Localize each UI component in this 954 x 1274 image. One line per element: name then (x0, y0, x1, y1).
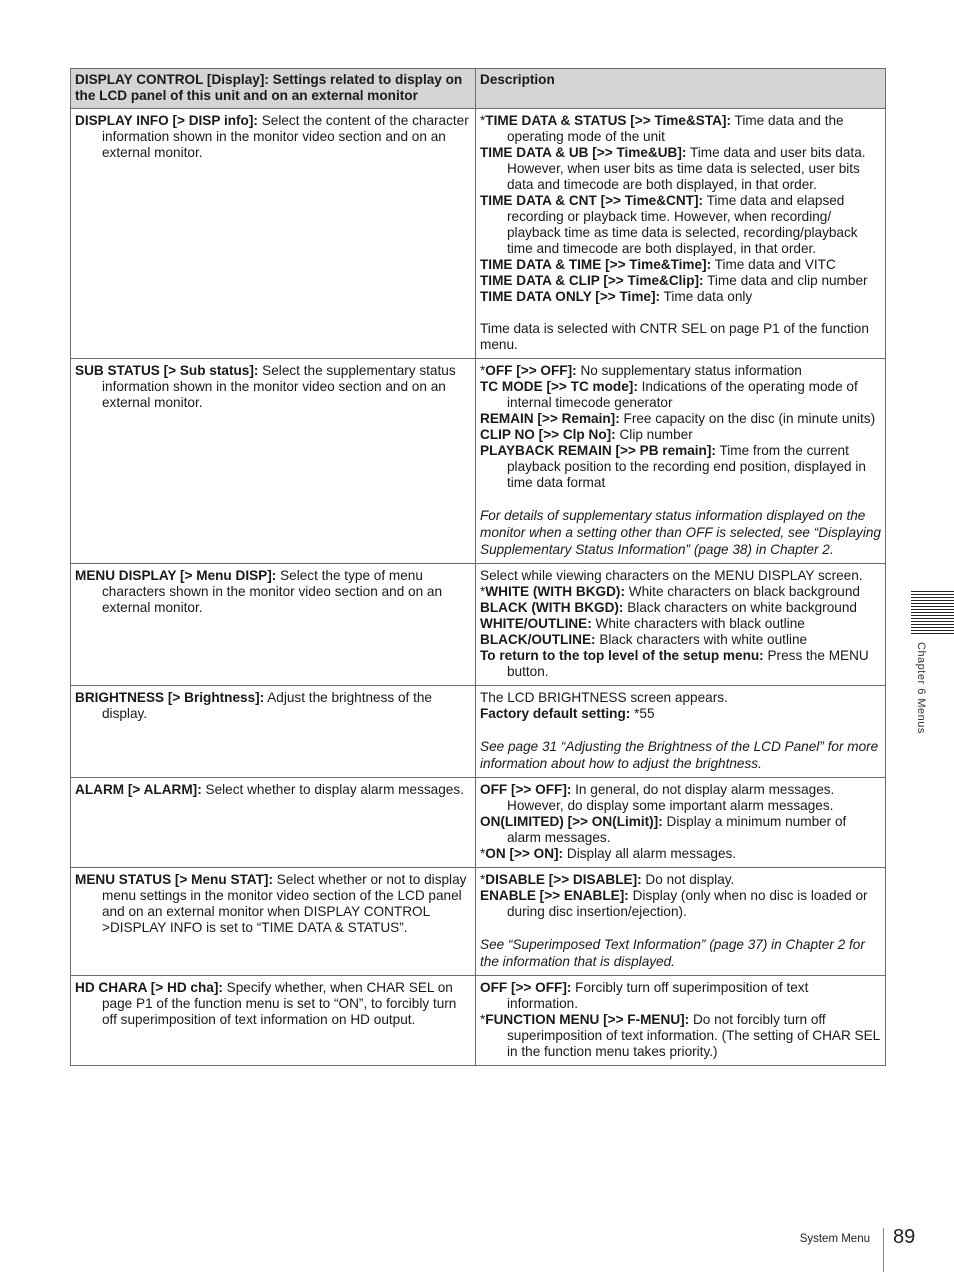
option-text: White characters with black outline (591, 616, 805, 631)
option-entry (480, 872, 881, 888)
setting-text: Select the supplementary status information shown in the monitor video section and on an external monitor. (102, 363, 456, 410)
default-marker: * (480, 113, 486, 128)
option-text: Time data and user bits data. However, when user bits as time data is selected, user bits data and timecode are both displayed, in that order. (507, 145, 866, 192)
setting-text: Select the type of menu characters shown in the monitor video section and on an external monitor. (102, 568, 443, 615)
setting-text: Select whether or not to display menu settings in the monitor video section of the LCD panel and on an external monitor when DISPLAY CONTROL >DISPLAY INFO is set to “TIME DATA & STATUS”. (102, 872, 467, 935)
option-text: Black characters with white outline (595, 632, 808, 647)
option-text: Clip number (615, 427, 693, 442)
option-label: To return to the top level of the setup menu: (480, 648, 764, 663)
description-cell (476, 686, 886, 778)
option-text: Do not display. (641, 872, 735, 887)
option-entry (480, 257, 881, 273)
option-entry (480, 782, 881, 814)
footer-section-name: System Menu (799, 1233, 870, 1245)
chapter-label: Chapter 6 Menus (915, 642, 927, 734)
table-row (71, 778, 886, 868)
option-label: Factory default setting: (480, 706, 631, 721)
default-marker: * (480, 846, 486, 861)
setting-entry (75, 690, 471, 722)
reference-note: For details of supplementary status information displayed on the monitor when a setting other than OFF is selected, see “Displaying Supplementary Status Information” (page 38) in Chapter 2. (480, 508, 881, 557)
option-label: ON(LIMITED) [>> ON(Limit)]: (480, 814, 663, 829)
description-cell (476, 109, 886, 359)
setting-title: HD CHARA [> HD cha]: (75, 980, 223, 995)
option-label: TIME DATA & STATUS [>> Time&STA]: (485, 113, 731, 128)
option-entry (480, 145, 881, 193)
table-row (71, 686, 886, 778)
option-entry (480, 980, 881, 1012)
option-text: Black characters on white background (623, 600, 857, 615)
setting-title: ALARM [> ALARM]: (75, 782, 202, 797)
option-entry (480, 379, 881, 411)
description-cell (476, 976, 886, 1066)
option-label: PLAYBACK REMAIN [>> PB remain]: (480, 443, 716, 458)
setting-entry (75, 782, 471, 798)
option-text: No supplementary status information (576, 363, 802, 378)
option-entry (480, 846, 881, 862)
chapter-tab-marker (911, 591, 954, 634)
option-text: Time data and the operating mode of the unit (507, 113, 844, 144)
option-entry (480, 193, 881, 257)
option-label: OFF [>> OFF]: (480, 782, 572, 797)
option-label: TIME DATA & TIME [>> Time&Time]: (480, 257, 712, 272)
option-text: Forcibly turn off superimposition of text information. (507, 980, 809, 1011)
option-text: Display (only when no disc is loaded or during disc insertion/ejection). (507, 888, 868, 919)
option-entry (480, 113, 881, 145)
description-cell (476, 359, 886, 564)
option-entry (480, 289, 881, 305)
paragraph-gap (480, 305, 881, 321)
header-setting: DISPLAY CONTROL [Display]: Settings related to display on the LCD panel of this unit and on an external monitor (71, 69, 476, 109)
option-label: TIME DATA & UB [>> Time&UB]: (480, 145, 687, 160)
option-text: Do not forcibly turn off superimposition of text information. (The setting of CHAR SEL in the function menu takes priority.) (507, 1012, 880, 1059)
option-label: WHITE/OUTLINE: (480, 616, 592, 631)
option-text: Display all alarm messages. (563, 846, 737, 861)
description-text: Time data is selected with CNTR SEL on page P1 of the function menu. (480, 321, 869, 352)
option-text: Display a minimum number of alarm messages. (507, 814, 847, 845)
menu-settings-table (70, 68, 886, 1066)
option-label: ENABLE [>> ENABLE]: (480, 888, 629, 903)
default-marker: * (480, 1012, 486, 1027)
setting-cell (71, 778, 476, 868)
option-label: FUNCTION MENU [>> F-MENU]: (485, 1012, 690, 1027)
setting-cell (71, 686, 476, 778)
setting-cell (71, 359, 476, 564)
setting-entry (75, 872, 471, 936)
setting-entry (75, 113, 471, 161)
option-entry (480, 1012, 881, 1060)
table-header-row (71, 69, 886, 109)
table-body (71, 109, 886, 1066)
paragraph-gap (480, 920, 881, 936)
default-marker: * (480, 872, 486, 887)
setting-text: Select whether to display alarm messages. (201, 782, 464, 797)
setting-title: BRIGHTNESS [> Brightness]: (75, 690, 265, 705)
setting-title: SUB STATUS [> Sub status]: (75, 363, 259, 378)
setting-cell (71, 976, 476, 1066)
setting-title: MENU DISPLAY [> Menu DISP]: (75, 568, 277, 583)
option-entry (480, 632, 881, 648)
footer-divider (883, 1228, 884, 1272)
setting-cell (71, 564, 476, 686)
table-row (71, 976, 886, 1066)
option-entry (480, 427, 881, 443)
reference-note: See page 31 “Adjusting the Brightness of the LCD Panel” for more information about how to adjust the brightness. (480, 739, 879, 771)
default-marker: * (480, 584, 486, 599)
table-row (71, 109, 886, 359)
setting-cell (71, 109, 476, 359)
option-label: WHITE (WITH BKGD): (485, 584, 625, 599)
option-text: Free capacity on the disc (in minute units) (619, 411, 876, 426)
option-text: Press the MENU button. (507, 648, 869, 679)
option-text: Time from the current playback position to the recording end position, displayed in time data format (507, 443, 866, 490)
option-text: *55 (630, 706, 655, 721)
option-text: Time data only (660, 289, 753, 304)
option-text: Time data and clip number (703, 273, 868, 288)
paragraph-gap (480, 722, 881, 738)
option-entry (480, 648, 881, 680)
option-entry (480, 273, 881, 289)
option-label: TC MODE [>> TC mode]: (480, 379, 638, 394)
option-label: REMAIN [>> Remain]: (480, 411, 620, 426)
option-text: Time data and elapsed recording or playback time. However, when recording/ playback time as time data is selected, recording/playback time and timecode are both displayed, in that order. (507, 193, 858, 256)
setting-entry (75, 568, 471, 616)
setting-title: MENU STATUS [> Menu STAT]: (75, 872, 273, 887)
paragraph-gap (480, 491, 881, 507)
setting-text: Select the content of the character information shown in the monitor video section and on an external monitor. (102, 113, 469, 160)
option-text: White characters on black background (624, 584, 860, 599)
option-label: CLIP NO [>> Clp No]: (480, 427, 616, 442)
description-text: The LCD BRIGHTNESS screen appears. (480, 690, 728, 705)
option-label: OFF [>> OFF]: (480, 980, 572, 995)
option-label: TIME DATA & CNT [>> Time&CNT]: (480, 193, 704, 208)
option-label: TIME DATA & CLIP [>> Time&Clip]: (480, 273, 704, 288)
reference-note: See “Superimposed Text Information” (page 37) in Chapter 2 for the information that is displayed. (480, 937, 865, 969)
option-text: In general, do not display alarm messages. However, do display some important alarm messages. (507, 782, 835, 813)
page-number: 89 (893, 1226, 916, 1248)
description-text: Select while viewing characters on the MENU DISPLAY screen. (480, 568, 863, 583)
default-marker: * (480, 363, 486, 378)
option-text: Time data and VITC (711, 257, 836, 272)
option-text: Indications of the operating mode of internal timecode generator (507, 379, 858, 410)
description-cell (476, 778, 886, 868)
option-entry (480, 706, 881, 722)
option-entry (480, 363, 881, 379)
option-label: DISABLE [>> DISABLE]: (485, 872, 642, 887)
option-entry (480, 411, 881, 427)
option-entry (480, 616, 881, 632)
option-entry (480, 584, 881, 600)
setting-entry (75, 980, 471, 1028)
option-label: TIME DATA ONLY [>> Time]: (480, 289, 661, 304)
option-entry (480, 888, 881, 920)
header-description: Description (476, 69, 886, 109)
setting-text: Adjust the brightness of the display. (102, 690, 432, 721)
option-label: OFF [>> OFF]: (485, 363, 577, 378)
description-cell (476, 868, 886, 976)
option-entry (480, 600, 881, 616)
option-label: BLACK (WITH BKGD): (480, 600, 624, 615)
table-row (71, 359, 886, 564)
setting-entry (75, 363, 471, 411)
description-cell (476, 564, 886, 686)
table-row (71, 564, 886, 686)
table-row (71, 868, 886, 976)
setting-cell (71, 868, 476, 976)
option-label: BLACK/OUTLINE: (480, 632, 596, 647)
setting-text: Specify whether, when CHAR SEL on page P1 of the function menu is set to “ON”, to forcibly turn off superimposition of text information on HD output. (102, 980, 457, 1027)
setting-title: DISPLAY INFO [> DISP info]: (75, 113, 258, 128)
option-entry (480, 814, 881, 846)
option-entry (480, 443, 881, 491)
option-label: ON [>> ON]: (485, 846, 564, 861)
